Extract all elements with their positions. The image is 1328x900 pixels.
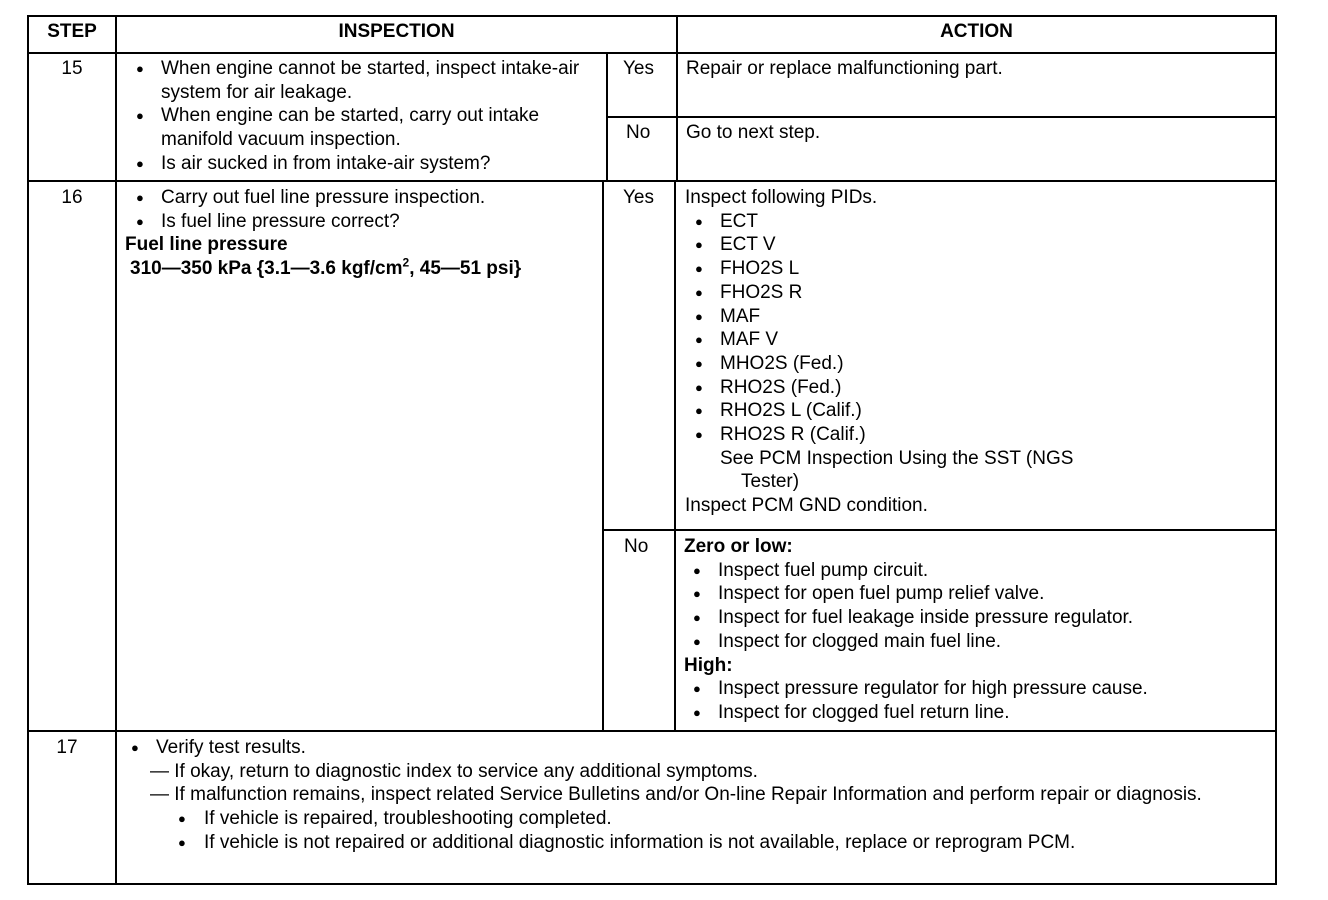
step15-no-label: No — [626, 122, 651, 143]
col-divider-step — [115, 15, 117, 885]
pid-intro: Inspect following PIDs. — [685, 187, 878, 208]
list-item: ● If vehicle is not repaired or additional diagnostic information is not available, replace or reprogram PCM. — [120, 831, 1270, 855]
step17-content — [120, 736, 1270, 855]
list-item: ● RHO2S L (Calif.) — [685, 399, 1270, 423]
step15-bottom-line — [27, 180, 1277, 182]
step17-number: 17 — [56, 737, 78, 758]
high-title: High: — [684, 654, 733, 676]
step16-bottom-line — [27, 730, 1277, 732]
zero-title: Zero or low: — [684, 536, 793, 557]
list-item: ● Inspect for open fuel pump relief valve. — [684, 582, 1274, 606]
header-inspection: INSPECTION — [338, 21, 455, 42]
step16-number: 16 — [61, 187, 83, 208]
step15-number: 15 — [61, 58, 83, 79]
step15-yesno-divider — [606, 116, 1277, 118]
step16-yes-label: Yes — [623, 187, 654, 208]
header-bottom-line — [27, 52, 1277, 54]
list-item: ● FHO2S L — [685, 257, 1270, 281]
step16-no-action — [684, 535, 1274, 725]
list-item: ● Is air sucked in from intake-air system? — [125, 152, 595, 176]
step15-yes-action: Repair or replace malfunctioning part. — [686, 58, 1003, 79]
list-item: ● FHO2S R — [685, 281, 1270, 305]
step15-yes-label: Yes — [623, 58, 654, 79]
step15-inspection — [125, 57, 595, 176]
step16-yes-action — [685, 186, 1270, 518]
list-item: ● Inspect for clogged main fuel line. — [684, 630, 1274, 654]
list-item: ● Verify test results. — [120, 736, 1270, 760]
list-item: ● Inspect for clogged fuel return line. — [684, 701, 1274, 725]
list-item: ● When engine cannot be started, inspect intake-air system for air leakage. — [125, 57, 595, 104]
header-action: ACTION — [940, 21, 1013, 42]
see-reference: See PCM Inspection Using the SST (NGS — [720, 447, 1074, 469]
step15-no-action: Go to next step. — [686, 122, 821, 143]
list-item: ● If vehicle is repaired, troubleshooting completed. — [120, 807, 1270, 831]
dash-item: — If okay, return to diagnostic index to service any additional symptoms. — [150, 760, 758, 782]
list-item: ● MHO2S (Fed.) — [685, 352, 1270, 376]
list-item: ● MAF V — [685, 328, 1270, 352]
list-item: ● Inspect fuel pump circuit. — [684, 559, 1274, 583]
list-item: ● RHO2S (Fed.) — [685, 376, 1270, 400]
list-item: ● Is fuel line pressure correct? — [125, 210, 595, 234]
step16-yesno-divider — [602, 529, 1277, 531]
step16-no-label: No — [624, 536, 649, 557]
col-divider-yesno-16 — [602, 181, 604, 731]
col-divider-action-16 — [674, 181, 676, 731]
list-item: ● ECT V — [685, 233, 1270, 257]
step16-inspection — [125, 186, 595, 281]
dash-item: — If malfunction remains, inspect related Service Bulletins and/or On-line Repair Information and perform repair or diagnosis. — [150, 784, 1202, 806]
list-item: ● When engine can be started, carry out intake manifold vacuum inspection. — [125, 104, 595, 151]
spec-title: Fuel line pressure — [125, 234, 288, 256]
list-item: ● Carry out fuel line pressure inspection. — [125, 186, 595, 210]
list-item: ● RHO2S R (Calif.) — [685, 423, 1270, 447]
see-reference-cont: Tester) — [741, 471, 800, 493]
header-step: STEP — [47, 21, 97, 42]
list-item: ● ECT — [685, 210, 1270, 234]
list-item: ● MAF — [685, 305, 1270, 329]
spec-value: 310—350 kPa {3.1—3.6 kgf/$cm^2$, 45—51 psi} — [130, 255, 522, 280]
pid-outro: Inspect PCM GND condition. — [685, 495, 928, 517]
list-item: ● Inspect pressure regulator for high pressure cause. — [684, 677, 1274, 701]
list-item: ● Inspect for fuel leakage inside pressure regulator. — [684, 606, 1274, 630]
